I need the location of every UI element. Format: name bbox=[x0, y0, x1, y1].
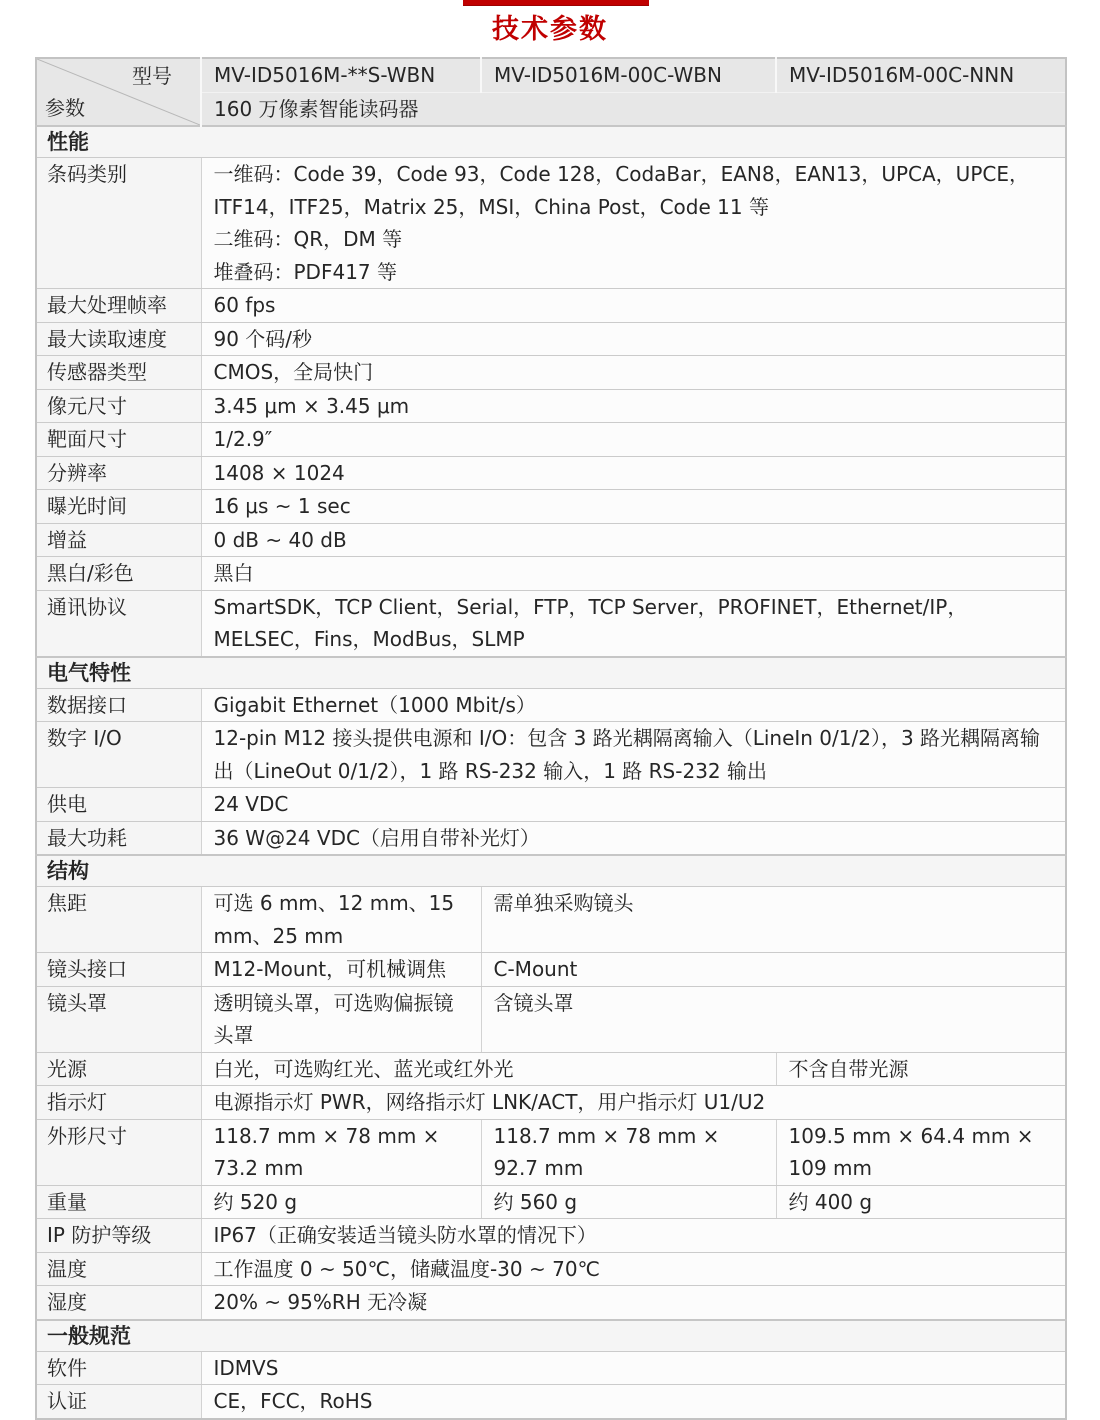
table-row bbox=[36, 1086, 1066, 1120]
table-row bbox=[36, 490, 1066, 524]
value-line: 堆叠码：PDF417 等 bbox=[213, 259, 397, 284]
row-value: 60 fps bbox=[201, 289, 1066, 323]
row-label: 像元尺寸 bbox=[36, 389, 201, 423]
table-row bbox=[36, 688, 1066, 722]
section-title: 一般规范 bbox=[36, 1320, 1066, 1352]
row-label: 增益 bbox=[36, 523, 201, 557]
table-row bbox=[36, 1286, 1066, 1320]
row-label: 分辨率 bbox=[36, 456, 201, 490]
section-row-electrical bbox=[36, 657, 1066, 689]
row-value-col2: 118.7 mm × 78 mm × 92.7 mm bbox=[481, 1119, 776, 1185]
section-title: 电气特性 bbox=[36, 657, 1066, 689]
table-row bbox=[36, 1052, 1066, 1086]
row-label: 数字 I/O bbox=[36, 722, 201, 788]
row-label: 软件 bbox=[36, 1351, 201, 1385]
row-label: 镜头罩 bbox=[36, 986, 201, 1052]
row-label: 靶面尺寸 bbox=[36, 423, 201, 457]
row-value: 工作温度 0 ~ 50℃，储藏温度-30 ~ 70℃ bbox=[201, 1252, 1066, 1286]
row-value: SmartSDK，TCP Client，Serial，FTP，TCP Server，PROFINET，Ethernet/IP，MELSEC，Fins，ModBus，SLMP bbox=[201, 590, 1066, 657]
row-value: 16 μs ~ 1 sec bbox=[201, 490, 1066, 524]
model-column-header-3: MV-ID5016M-00C-NNN bbox=[776, 58, 1066, 92]
row-value-col1: 约 520 g bbox=[201, 1185, 481, 1219]
row-label: 指示灯 bbox=[36, 1086, 201, 1120]
section-title: 性能 bbox=[36, 126, 1066, 158]
model-column-header-2: MV-ID5016M-00C-WBN bbox=[481, 58, 776, 92]
row-value-col2-3: 需单独采购镜头 bbox=[481, 887, 1066, 953]
row-label: IP 防护等级 bbox=[36, 1219, 201, 1253]
row-value: 12-pin M12 接头提供电源和 I/O：包含 3 路光耦隔离输入（LineIn 0/1/2），3 路光耦隔离输出（LineOut 0/1/2），1 路 RS-232 输入，1 路 RS-232 输出 bbox=[201, 722, 1066, 788]
row-value: 20% ~ 95%RH 无冷凝 bbox=[201, 1286, 1066, 1320]
row-label: 最大处理帧率 bbox=[36, 289, 201, 323]
param-axis-label: 参数 bbox=[45, 96, 85, 120]
value-line: 一维码：Code 39，Code 93，Code 128，CodaBar，EAN8，EAN13，UPCA，UPCE，ITF14，ITF25，Matrix 25，MSI，China Post，Code 11 等 bbox=[213, 162, 1029, 219]
table-row bbox=[36, 1351, 1066, 1385]
spec-table bbox=[35, 57, 1067, 1420]
row-value-col1: 118.7 mm × 78 mm × 73.2 mm bbox=[201, 1119, 481, 1185]
row-value: 黑白 bbox=[201, 557, 1066, 591]
row-value: 36 W@24 VDC（启用自带补光灯） bbox=[201, 821, 1066, 855]
row-value: CE，FCC，RoHS bbox=[201, 1385, 1066, 1419]
table-row bbox=[36, 289, 1066, 323]
row-label: 通讯协议 bbox=[36, 590, 201, 657]
row-value: 90 个码/秒 bbox=[201, 322, 1066, 356]
table-row bbox=[36, 1385, 1066, 1419]
section-row-performance bbox=[36, 126, 1066, 158]
row-value-col1: 透明镜头罩，可选购偏振镜头罩 bbox=[201, 986, 481, 1052]
row-label: 认证 bbox=[36, 1385, 201, 1419]
row-label: 条码类别 bbox=[36, 158, 201, 289]
row-value-col3: 109.5 mm × 64.4 mm × 109 mm bbox=[776, 1119, 1066, 1185]
table-row bbox=[36, 356, 1066, 390]
title-accent-bar bbox=[463, 0, 649, 6]
section-row-structure bbox=[36, 855, 1066, 887]
row-value: 1/2.9″ bbox=[201, 423, 1066, 457]
row-value-col1: M12-Mount，可机械调焦 bbox=[201, 953, 481, 987]
section-title: 结构 bbox=[36, 855, 1066, 887]
row-label: 最大读取速度 bbox=[36, 322, 201, 356]
table-row bbox=[36, 887, 1066, 953]
table-row bbox=[36, 953, 1066, 987]
row-value: Gigabit Ethernet（1000 Mbit/s） bbox=[201, 688, 1066, 722]
row-value-col1: 可选 6 mm、12 mm、15 mm、25 mm bbox=[201, 887, 481, 953]
row-value: CMOS，全局快门 bbox=[201, 356, 1066, 390]
value-line: 二维码：QR，DM 等 bbox=[213, 227, 403, 251]
row-label: 黑白/彩色 bbox=[36, 557, 201, 591]
table-row bbox=[36, 523, 1066, 557]
row-label: 传感器类型 bbox=[36, 356, 201, 390]
header-row-models bbox=[36, 58, 1066, 92]
table-row bbox=[36, 557, 1066, 591]
row-label: 数据接口 bbox=[36, 688, 201, 722]
row-label: 温度 bbox=[36, 1252, 201, 1286]
row-label: 曝光时间 bbox=[36, 490, 201, 524]
table-row bbox=[36, 1252, 1066, 1286]
row-label: 重量 bbox=[36, 1185, 201, 1219]
row-value-col2: 约 560 g bbox=[481, 1185, 776, 1219]
table-row bbox=[36, 456, 1066, 490]
section-row-general bbox=[36, 1320, 1066, 1352]
table-row bbox=[36, 1119, 1066, 1185]
table-row bbox=[36, 788, 1066, 822]
row-label: 外形尺寸 bbox=[36, 1119, 201, 1185]
row-value bbox=[201, 158, 1066, 289]
table-row bbox=[36, 423, 1066, 457]
row-value: 24 VDC bbox=[201, 788, 1066, 822]
diagonal-header-cell bbox=[36, 58, 201, 126]
page-title: 技术参数 bbox=[492, 14, 608, 45]
row-value-col1-2: 白光，可选购红光、蓝光或红外光 bbox=[201, 1052, 776, 1086]
row-label: 湿度 bbox=[36, 1286, 201, 1320]
table-row bbox=[36, 389, 1066, 423]
row-label: 焦距 bbox=[36, 887, 201, 953]
row-label: 最大功耗 bbox=[36, 821, 201, 855]
row-value: 3.45 μm × 3.45 μm bbox=[201, 389, 1066, 423]
row-value: 电源指示灯 PWR，网络指示灯 LNK/ACT，用户指示灯 U1/U2 bbox=[201, 1086, 1066, 1120]
row-value-col3: 不含自带光源 bbox=[776, 1052, 1066, 1086]
table-row bbox=[36, 158, 1066, 289]
row-value: IP67（正确安装适当镜头防水罩的情况下） bbox=[201, 1219, 1066, 1253]
row-label: 供电 bbox=[36, 788, 201, 822]
table-row bbox=[36, 821, 1066, 855]
row-value: IDMVS bbox=[201, 1351, 1066, 1385]
table-row bbox=[36, 590, 1066, 657]
row-value: 1408 × 1024 bbox=[201, 456, 1066, 490]
table-row bbox=[36, 1185, 1066, 1219]
table-row bbox=[36, 322, 1066, 356]
row-value-col2-3: 含镜头罩 bbox=[481, 986, 1066, 1052]
row-label: 镜头接口 bbox=[36, 953, 201, 987]
table-row bbox=[36, 986, 1066, 1052]
table-row bbox=[36, 1219, 1066, 1253]
row-value: 0 dB ~ 40 dB bbox=[201, 523, 1066, 557]
product-name-cell: 160 万像素智能读码器 bbox=[201, 92, 1066, 126]
row-value-col2-3: C-Mount bbox=[481, 953, 1066, 987]
row-value-col3: 约 400 g bbox=[776, 1185, 1066, 1219]
row-label: 光源 bbox=[36, 1052, 201, 1086]
model-axis-label: 型号 bbox=[132, 64, 172, 88]
model-column-header-1: MV-ID5016M-**S-WBN bbox=[201, 58, 481, 92]
table-row bbox=[36, 722, 1066, 788]
